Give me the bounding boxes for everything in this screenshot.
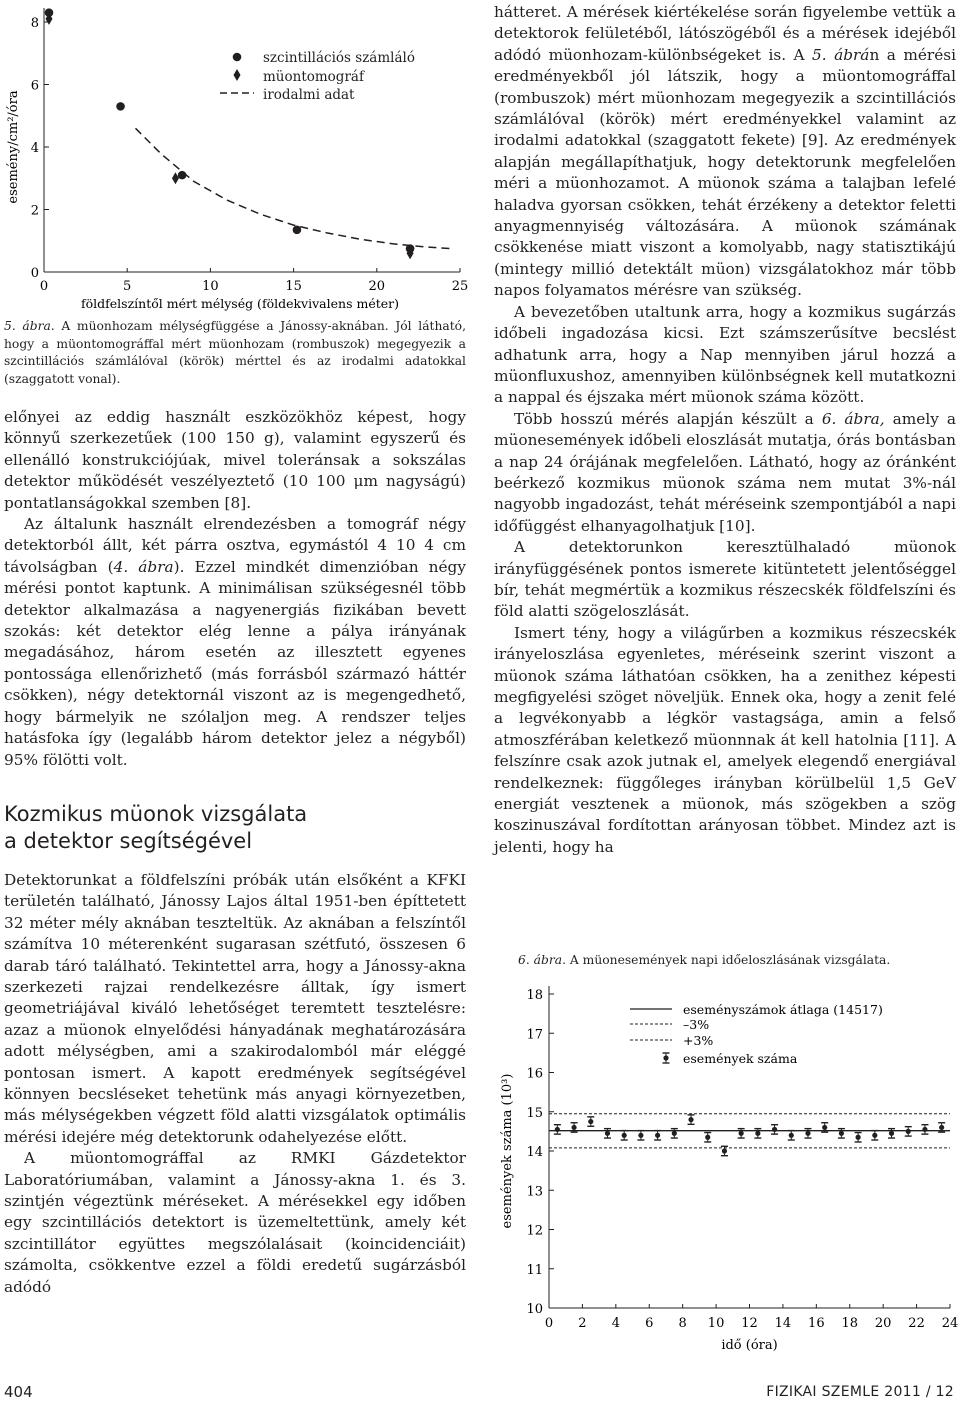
y-axis-label: esemény/cm²/óra (6, 90, 21, 204)
y-tick-label: 0 (30, 266, 39, 281)
event-count-point (638, 1133, 643, 1138)
paragraph-5 (494, 2, 956, 302)
scintillator-point (116, 102, 125, 111)
event-count-point (755, 1131, 760, 1136)
event-count-point (705, 1135, 710, 1140)
legend-label: müontomográf (263, 69, 364, 85)
figure-5-caption-text: A müonhozam mélységfüggése a Jánossy-aknában. Jól látható, hogy a müontomográffal mért müonhozam (rombuszok) megegyezik a szcintillációs számlálóval (körök) mérttel és az irodalmi adatokkal (szaggatott vonal). (4, 319, 466, 386)
y-tick-label: 13 (526, 1184, 543, 1200)
paragraph-5-b: n a mérési eredményekből jól látszik, hogy a müontomográffal (rombuszok) mért müonhozam megegyezik a szcintillációs számlálóval (körök) mért eredményekkel valamint az irodalmi adatokkal (szaggatott fekete) [9]. Az eredmények alapján megállapíthatjuk, hogy detektorunk megfelelően méri a müonhozamot. A müonok száma a talajban lefelé haladva gyorsan csökken, tehát érzékeny a detektor feletti anyagmennyiség változására. A müonok számának csökkenése miatt viszont a komolyabb, nagy statisztikájú (mintegy millió detektált müon) vizsgálatokhoz már több napos folyamatos mérésre van szükség. (494, 45, 956, 300)
paragraph-8: A detektorunkon keresztülhaladó müonok irányfüggésének pontos ismerete kitüntetett jelentőséggel bír, tehát megmértük a kozmikus részecskék földfelszíni és föld alatti szögeloszlását. (494, 538, 956, 621)
y-tick-label: 14 (526, 1145, 543, 1160)
event-count-point (605, 1131, 610, 1136)
journal-name: FIZIKAI SZEMLE (766, 1384, 880, 1400)
y-tick-label: 18 (526, 988, 543, 1003)
x-tick-label: 15 (285, 279, 302, 294)
paragraph-3: Detektorunkat a földfelszíni próbák után elsőként a KFKI területén található, Jánossy Lajos által 1951-ben építtetett 32 méter mély aknában teszteltük. Az aknában a felszíntől számítva 10 méterenként sugarasan szétfutó, összesen 6 darab táró található. Tekintettel arra, hogy a Jánossy-akna szerkezeti rajzai rendelkezésre álltak, így ismert geometriájával kiváló lehetőséget teremtett tesztelésre: azaz a müonok elnyelődési hányadának meghatározására adott mélységben, ami a szakirodalomból már eléggé pontosan ismert. A kapott eredmények segítségével könnyen becsléseket tehetünk más anyagi környezetben, más mélységekben végzett föld alatti vizsgálatok optimális mérési idejére még detektorunk odahelyezése előtt. (4, 870, 466, 1146)
section-heading-line-2: a detektor segítségével (4, 828, 253, 853)
event-count-point (872, 1133, 877, 1138)
paragraph-2-b: ). Ezzel mindkét dimenzióban négy mérési pontot kaptunk. A minimálisan szükségesnél több detektor alkalmazása a nagyenergiás fizikában bevett szokás: két detektor elég lenne a pálya irányának megadásához, három esetén az illesztett egyenes pontossága ellenőrizhető (más forrásból származó háttér csökken), négy detektornál viszont az is megengedhető, hogy bármelyik ne szólaljon meg. A rendszer teljes hatásfoka így (legalább három detektor jelez a négyből) 95% fölötti volt. (4, 557, 466, 769)
event-count-point (772, 1127, 777, 1132)
journal-footer (766, 1384, 954, 1400)
event-count-point (722, 1148, 727, 1153)
figure-6-caption (518, 952, 958, 970)
x-tick-label: 8 (678, 1316, 687, 1331)
event-count-point (672, 1131, 677, 1136)
event-count-point (655, 1133, 660, 1138)
legend-point (663, 1055, 668, 1060)
x-tick-label: 22 (908, 1316, 925, 1331)
y-tick-label: 2 (30, 203, 39, 219)
figure-4-reference: 4. ábra (113, 557, 174, 576)
x-tick-label: 20 (874, 1316, 892, 1331)
figure-6-caption-text: . A müonesemények napi időeloszlásának vizsgálata. (562, 953, 891, 967)
legend-label: irodalmi adat (263, 87, 355, 103)
figure-5-reference: 5. ábrá (812, 45, 870, 64)
event-count-point (839, 1131, 844, 1136)
figure-5 (0, 0, 470, 318)
section-heading (4, 801, 466, 855)
figure-5-caption (4, 318, 466, 388)
paragraph-5-a: hátteret. A mérések kiértékelése során figyelembe vettük a detektorok felületéből, látószögéből és a mérések idejéből adódó müonhozam-különbségeket is. A (494, 3, 956, 64)
y-tick-label: 17 (526, 1027, 543, 1043)
paragraph-7-a: Több hosszú mérés alapján készült a (514, 409, 822, 428)
event-count-point (588, 1119, 593, 1124)
event-count-point (805, 1131, 810, 1136)
event-count-point (571, 1125, 576, 1130)
paragraph-6: A bevezetőben utaltunk arra, hogy a kozmikus sugárzás időbeli ingadozása kicsi. Ezt számszerűsítve becslést adhatunk arra, hogy a Nap mennyiben járul hozzá a müonfluxushoz, amennyiben különbségnek kell mutatkozni a nappal és éjszaka mért müonok száma között. (494, 302, 956, 407)
legend-circle-marker (233, 53, 242, 62)
x-tick-label: 16 (808, 1316, 825, 1331)
figure-6-reference: 6. ábra, (821, 409, 885, 428)
y-tick-label: 11 (526, 1262, 543, 1278)
right-column (494, 2, 956, 858)
figure-5-chart (0, 0, 470, 318)
event-count-point (906, 1129, 911, 1134)
event-count-point (789, 1133, 794, 1138)
x-axis-label: idő (óra) (721, 1338, 778, 1353)
y-tick-label: 8 (30, 16, 39, 31)
x-tick-label: 10 (707, 1316, 725, 1331)
paragraph-7-b: amely a müonesemények időbeli eloszlását mutatja, órás bontásban a nap 24 órájának megfelelően. Látható, hogy az óránként beérkező kozmikus müonok száma nem mutat 3%-nál nagyobb ingadozást, tehát méréseink szempontjából a napi időfüggést elhanyagolhatjuk [10]. (494, 409, 956, 535)
y-tick-label: 10 (526, 1302, 543, 1317)
x-tick-label: 14 (774, 1316, 792, 1331)
event-count-point (622, 1133, 627, 1138)
x-tick-label: 0 (39, 279, 49, 294)
journal-issue: 2011 / 12 (884, 1384, 954, 1400)
event-count-point (939, 1125, 944, 1130)
event-count-point (889, 1131, 894, 1136)
x-tick-label: 24 (941, 1316, 959, 1331)
x-tick-label: 6 (645, 1316, 654, 1331)
legend-label: –3% (683, 1017, 710, 1032)
y-tick-label: 12 (526, 1223, 543, 1239)
scintillator-point (178, 171, 187, 180)
x-axis-label: földfelszíntől mért mélység (földekvivalens méter) (81, 296, 399, 311)
left-column (4, 407, 466, 1298)
page-number: 404 (4, 1383, 33, 1401)
tomograph-point (172, 172, 179, 184)
x-tick-label: 4 (611, 1316, 620, 1331)
x-tick-label: 10 (202, 279, 219, 294)
paragraph-2-a: Az általunk használt elrendezésben a tomográf négy detektorból állt, két párra osztva, egymástól 4 10 4 cm távolságban ( (4, 515, 466, 576)
figure-6-caption-label: 6. ábra (518, 953, 563, 967)
paragraph-2 (4, 514, 466, 771)
x-tick-label: 18 (841, 1316, 859, 1331)
legend-label: eseményszámok átlaga (14517) (683, 1002, 883, 1017)
y-tick-label: 16 (526, 1066, 543, 1082)
figure-5-caption-label: 5. ábra. (4, 319, 55, 333)
legend-label: +3% (683, 1033, 714, 1048)
figure-6-chart (490, 968, 960, 1358)
x-tick-label: 5 (123, 279, 132, 294)
y-tick-label: 4 (30, 141, 39, 156)
y-axis-label: események száma (10³) (500, 1073, 515, 1229)
x-tick-label: 20 (368, 279, 386, 294)
scintillator-point (293, 226, 302, 235)
legend-diamond-marker (234, 69, 241, 81)
x-tick-label: 0 (544, 1316, 554, 1331)
event-count-point (922, 1127, 927, 1132)
event-count-point (822, 1125, 827, 1130)
paragraph-4: A müontomográffal az RMKI Gázdetektor Laboratóriumában, valamint a Jánossy-akna 1. és 3. szintjén végeztünk méréseket. A mérésekkel egy időben egy szcintillációs detektort is üzemeltettünk, amely két szcintillátor együttes megszólalásait (koincidenciáit) számolta, csökkentve ezzel a földi eredetű sugárzásból adódó (4, 1149, 466, 1296)
figure-6 (490, 968, 960, 1358)
x-tick-label: 25 (451, 279, 469, 294)
legend-label: események száma (683, 1051, 798, 1066)
legend-label: szcintillációs számláló (263, 50, 415, 66)
event-count-point (739, 1131, 744, 1136)
x-tick-label: 2 (578, 1316, 587, 1331)
x-tick-label: 12 (741, 1316, 758, 1331)
y-tick-label: 6 (30, 78, 39, 94)
event-count-point (856, 1135, 861, 1140)
event-count-point (555, 1127, 560, 1132)
section-heading-line-1: Kozmikus müonok vizsgálata (4, 801, 308, 826)
paragraph-1: előnyei az eddig használt eszközökhöz képest, hogy könnyű szerkezetűek (100 150 g), valamint egyszerű és ellenálló konstrukciójúak, mivel toleránsak a sokszálas detektor működését veszélyeztető (10 100 μm nagyságú) pontatlanságokkal szemben [8]. (4, 408, 466, 512)
paragraph-7 (494, 409, 956, 537)
event-count-point (688, 1117, 693, 1122)
y-tick-label: 15 (526, 1105, 543, 1121)
paragraph-9: Ismert tény, hogy a világűrben a kozmikus részecskék irányeloszlása egyenletes, méréseink szerint viszont a müonok száma láthatóan csökken, ha a zenithez képesti megfigyelési szöget növeljük. Ennek oka, hogy a zenit felé a legvékonyabb a légkör vastagsága, amin a felső atmoszférában keletkező müonnnak át kell hatolnia [11]. A felszínre csak azok jutnak el, amelyek elegendő energiával rendelkeznek: függőleges irányban körülbelül 1,5 GeV energiát vesztenek a müonok, más szögekben a szög koszinuszával fordítottan arányosan többet. Mindez azt is jelenti, hogy ha (494, 623, 956, 856)
